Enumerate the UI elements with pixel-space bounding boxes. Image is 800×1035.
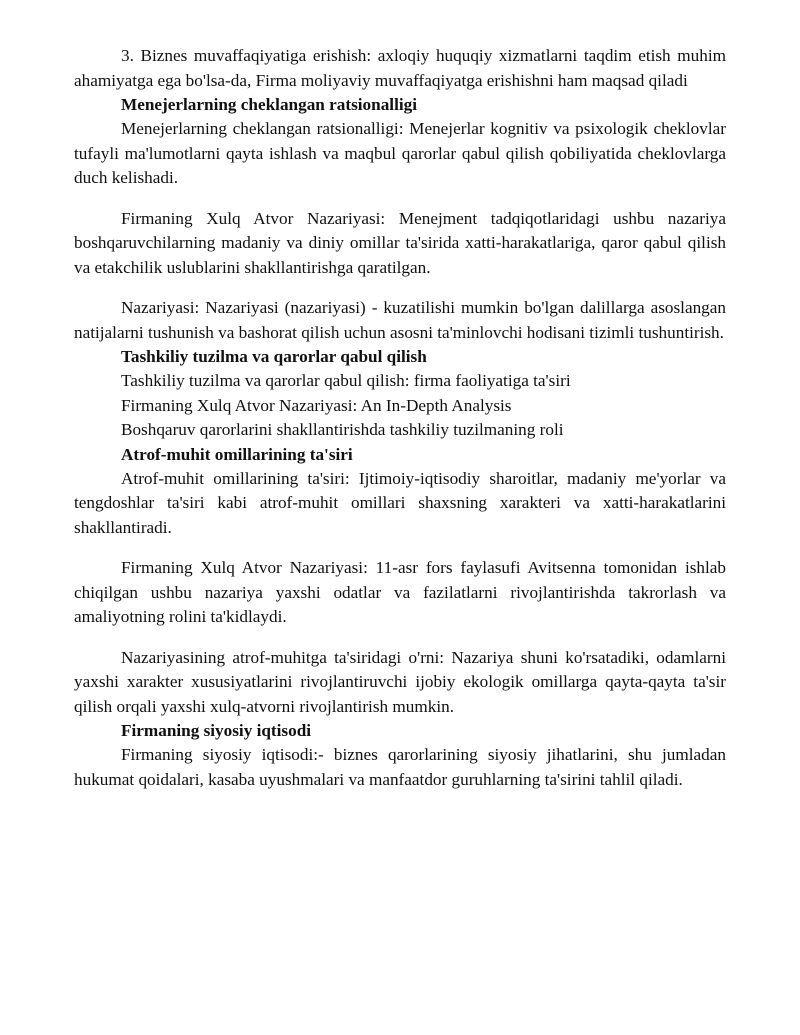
paragraph-avicenna-theory: Firmaning Xulq Atvor Nazariyasi: 11-asr fors faylasufi Avitsenna tomonidan ishlab chiqilgan ushbu nazariya yaxshi odatlar va fazilatlarni rivojlantirishda takrorlash va amaliyotning rolini ta'kidlaydi. (74, 558, 726, 626)
document-page (74, 44, 726, 792)
line-structure-role: Boshqaruv qarorlarini shakllantirishda tashkiliy tuzilmaning roli (121, 420, 564, 439)
heading-bounded-rationality: Menejerlarning cheklangan ratsionalligi (121, 95, 417, 114)
paragraph-business-success: 3. Biznes muvaffaqiyatiga erishish: axloqiy huquqiy xizmatlarni taqdim etish muhim ahamiyatga ega bo'lsa-da, Firma moliyaviy muvaffaqiyatga erishishni ham maqsad qiladi (74, 46, 726, 90)
paragraph-environment-factors: Atrof-muhit omillarining ta'siri: Ijtimoiy-iqtisodiy sharoitlar, madaniy me'yorlar va tengdoshlar ta'siri kabi atrof-muhit omillari shaxsning xarakteri va xatti-harakatlarini shakllantiradi. (74, 468, 726, 537)
heading-environment-factors: Atrof-muhit omillarining ta'siri (121, 444, 353, 464)
heading-political-economy: Firmaning siyosiy iqtisodi (121, 721, 312, 740)
paragraph-environment-role: Nazariyasining atrof-muhitga ta'siridagi o'rni: Nazariya shuni ko'rsatadiki, odamlarni yaxshi xarakter xususiyatlarini rivojlantiruvchi ijobiy ekologik omillarga qayta-qayta ta'sir qilish orqali yaxshi xulq-atvorni rivojlantirish mumkin. (74, 647, 726, 716)
paragraph-political-economy: Firmaning siyosiy iqtisodi:- biznes qarorlarining siyosiy jihatlarini, shu jumladan hukumat qoidalari, kasaba uyushmalari va manfaatdor guruhlarning ta'sirini tahlil qiladi. (74, 745, 726, 789)
paragraph-bounded-rationality: Menejerlarning cheklangan ratsionalligi: Menejerlar kognitiv va psixologik cheklovlar tufayli ma'lumotlarni qayta ishlash va maqbul qarorlar qabul qilish qobiliyatida cheklovlarga duch kelishadi. (74, 119, 726, 187)
heading-org-structure: Tashkiliy tuzilma va qarorlar qabul qilish (121, 347, 427, 366)
line-org-structure-impact: Tashkiliy tuzilma va qarorlar qabul qilish: firma faoliyatiga ta'siri (121, 371, 571, 390)
line-in-depth-analysis: Firmaning Xulq Atvor Nazariyasi: An In-Depth Analysis (121, 395, 512, 415)
paragraph-behavior-theory: Firmaning Xulq Atvor Nazariyasi: Menejment tadqiqotlaridagi ushbu nazariya boshqaruvchilarning madaniy va diniy omillar ta'sirida xatti-harakatlariga, qaror qabul qilish va etakchilik uslublarini shakllantirishga qaratilgan. (74, 208, 726, 277)
paragraph-theory-definition: Nazariyasi: Nazariyasi (nazariyasi) - kuzatilishi mumkin bo'lgan dalillarga asoslangan natijalarni tushunish va bashorat qilish uchun asosni ta'minlovchi hodisani tizimli tushuntirish. (74, 298, 726, 342)
